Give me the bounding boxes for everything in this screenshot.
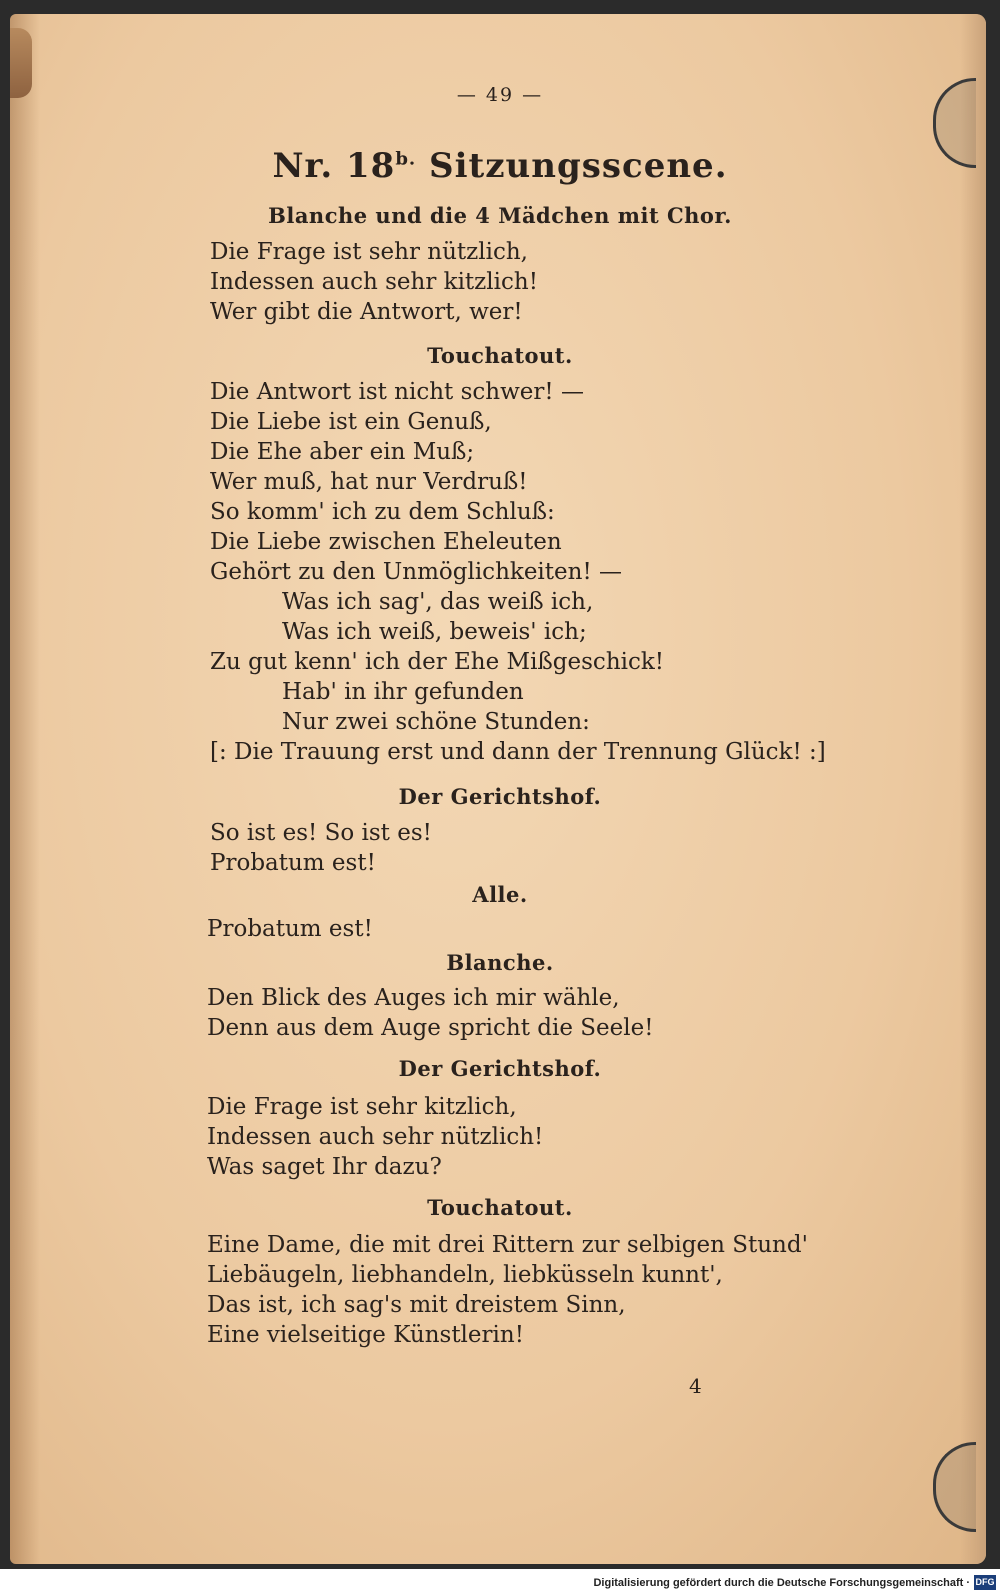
verse-line: Gehört zu den Unmöglichkeiten! — [210,559,623,585]
verse-line: Eine Dame, die mit drei Rittern zur selbigen Stund' [207,1232,808,1258]
verse-line: Indessen auch sehr nützlich! [207,1124,544,1150]
verse-line: Was saget Ihr dazu? [207,1154,442,1180]
dfg-logo: DFG [974,1575,996,1590]
verse-line: Die Ehe aber ein Muß; [210,439,475,465]
title-sup: b. [395,148,417,170]
verse-block [207,1230,808,1350]
verse-line: Hab' in ihr gefunden [282,679,524,705]
page-title [0,146,1000,186]
verse-block [210,818,432,878]
verse-line: Die Liebe zwischen Eheleuten [210,529,562,555]
verse-line: Den Blick des Auges ich mir wähle, [207,985,620,1011]
verse-line: Die Frage ist sehr nützlich, [210,239,528,265]
verse-line: So komm' ich zu dem Schluß: [210,499,555,525]
credit-text: Digitalisierung gefördert durch die Deutsche Forschungsgemeinschaft · [593,1577,970,1589]
speaker-heading: Blanche. [446,950,554,975]
verse-line: Denn aus dem Auge spricht die Seele! [207,1015,654,1041]
verse-line: Was ich weiß, beweis' ich; [282,619,587,645]
verse-line: Nur zwei schöne Stunden: [282,709,590,735]
verse-line: Die Liebe ist ein Genuß, [210,409,492,435]
speaker-heading: Touchatout. [427,343,573,368]
verse-line: Probatum est! [207,916,373,942]
signature-mark: 4 [689,1374,702,1398]
verse-line: Wer muß, hat nur Verdruß! [210,469,528,495]
verse-block [210,377,826,767]
verse-line: Indessen auch sehr kitzlich! [210,269,538,295]
page-number: — 49 — [456,84,544,106]
verse-line: Die Frage ist sehr kitzlich, [207,1094,517,1120]
speaker-heading: Blanche und die 4 Mädchen mit Chor. [268,203,732,228]
verse-block [207,1092,543,1182]
binder-ring-bottom [933,1442,976,1532]
speaker-heading: Der Gerichtshof. [398,784,602,809]
verse-line: Liebäugeln, liebhandeln, liebküsseln kunnt', [207,1262,723,1288]
speaker-heading: Der Gerichtshof. [398,1056,602,1081]
verse-line: Probatum est! [210,850,376,876]
verse-line: Eine vielseitige Künstlerin! [207,1322,524,1348]
verse-block [207,983,653,1043]
verse-line: Wer gibt die Antwort, wer! [210,299,523,325]
verse-line: Die Antwort ist nicht schwer! — [210,379,584,405]
verse-line: Das ist, ich sag's mit dreistem Sinn, [207,1292,626,1318]
verse-line: [: Die Trauung erst und dann der Trennung Glück! :] [210,739,826,765]
title-main: Nr. 18 [272,146,396,186]
verse-block [210,237,538,327]
title-rest: Sitzungsscene. [416,146,728,186]
credit-bar [0,1569,1000,1593]
speaker-heading: Alle. [472,882,528,907]
verse-line: Was ich sag', das weiß ich, [282,589,594,615]
speaker-heading: Touchatout. [427,1195,573,1220]
verse-block [207,914,373,944]
verse-line: So ist es! So ist es! [210,820,432,846]
verse-line: Zu gut kenn' ich der Ehe Mißgeschick! [210,649,665,675]
